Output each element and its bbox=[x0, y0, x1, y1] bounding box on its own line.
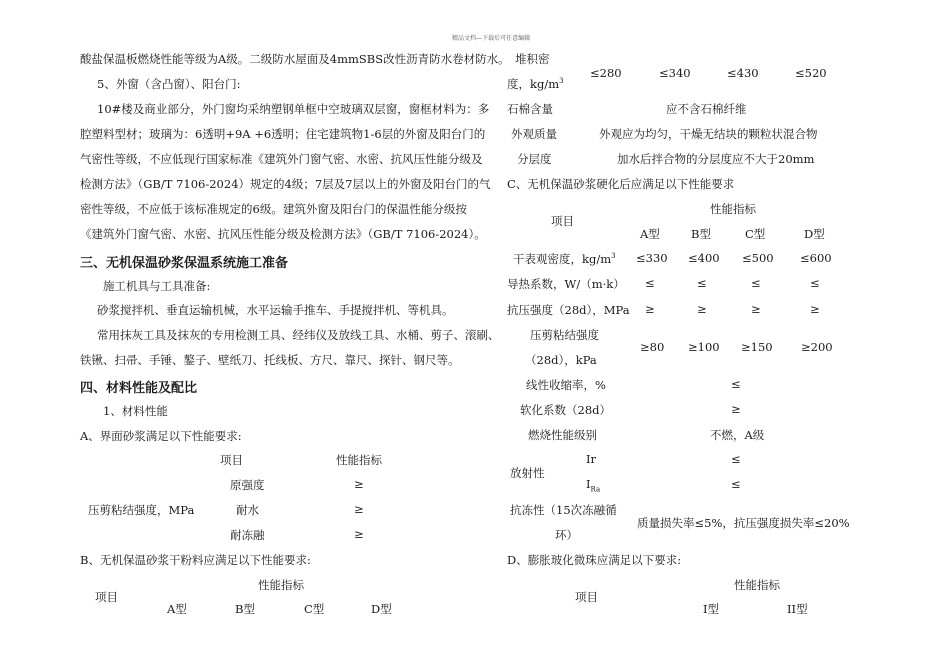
d-type-1: I型 bbox=[703, 602, 720, 616]
density-value: ≤520 bbox=[795, 66, 827, 80]
section-d-title: D、膨胀玻化微珠应满足以下要求: bbox=[507, 553, 682, 567]
stratification-label: 分层度 bbox=[517, 152, 552, 166]
b-type-a: A型 bbox=[167, 602, 187, 616]
c-conductivity-value: ≤ bbox=[810, 276, 820, 290]
density-superscript: 3 bbox=[559, 77, 564, 86]
c-radio-ira-text: I bbox=[586, 477, 591, 491]
stratification-value: 加水后拌合物的分层度应不大于20mm bbox=[617, 152, 815, 166]
paragraph-fire-rating: 酸盐保温板燃烧性能等级为A级。二级防水屋面及4mmSBS改性沥青防水卷材防水。 bbox=[80, 52, 510, 66]
paragraph-windows-line: 检测方法》（GB/T 7106-2024）规定的4级；7层及7层以上的外窗及阳台门的气 bbox=[80, 177, 491, 191]
a-table-header-item: 项目 bbox=[220, 453, 243, 467]
c-type-c: C型 bbox=[745, 227, 766, 241]
b-table-header-perf: 性能指标 bbox=[258, 578, 304, 592]
c-bond-label-unit: （28d），kPa bbox=[525, 353, 597, 367]
c-compressive-value: ≥ bbox=[751, 302, 761, 316]
c-radio-ira bbox=[586, 477, 600, 493]
c-freeze-label: 抗冻性（15次冻融循 bbox=[510, 503, 617, 517]
a-row-value: ≥ bbox=[354, 502, 364, 516]
c-radio-ir: Ir bbox=[586, 452, 597, 466]
paragraph-windows-line: 腔塑料型材；玻璃为：6透明+9A +6透明；住宅建筑物1-6层的外窗及阳台门的 bbox=[80, 127, 486, 141]
c-conductivity-value: ≤ bbox=[645, 276, 655, 290]
c-dry-density-label bbox=[513, 251, 616, 267]
c-dry-density-value: ≤400 bbox=[688, 251, 720, 265]
c-radio-ir-value: ≤ bbox=[731, 452, 741, 466]
b-table-header-item: 项目 bbox=[95, 590, 118, 604]
a-table-header-perf: 性能指标 bbox=[336, 453, 382, 467]
section-c-title: C、无机保温砂浆硬化后应满足以下性能要求 bbox=[507, 177, 735, 191]
asbestos-value: 应不含石棉纤维 bbox=[666, 102, 747, 116]
c-type-a: A型 bbox=[640, 227, 660, 241]
tools-title: 施工机具与工具准备: bbox=[103, 279, 211, 293]
c-radio-ira-subscript: Ra bbox=[590, 485, 601, 494]
c-dry-density-value: ≤600 bbox=[800, 251, 832, 265]
c-compressive-label: 抗压强度（28d），MPa bbox=[507, 303, 630, 317]
c-softening-label: 软化系数（28d） bbox=[520, 403, 611, 417]
c-conductivity-label: 导热系数，W/（m·k） bbox=[507, 277, 625, 291]
heading-material-performance: 四、材料性能及配比 bbox=[80, 381, 198, 396]
b-type-d: D型 bbox=[371, 602, 392, 616]
c-conductivity-value: ≤ bbox=[751, 276, 761, 290]
density-value: ≤280 bbox=[590, 66, 622, 80]
c-fire-value: 不燃，A级 bbox=[710, 428, 765, 442]
c-type-d: D型 bbox=[804, 227, 825, 241]
b-type-c: C型 bbox=[304, 602, 325, 616]
d-table-header-perf: 性能指标 bbox=[734, 578, 780, 592]
c-bond-value: ≥80 bbox=[640, 340, 665, 354]
c-dry-density-text: 干表观密度，kg/m bbox=[513, 252, 612, 266]
a-row-name: 原强度 bbox=[230, 478, 265, 492]
a-row-name: 耐水 bbox=[236, 503, 259, 517]
c-bond-label: 压剪粘结强度 bbox=[530, 328, 599, 342]
c-radioactivity-label: 放射性 bbox=[510, 466, 545, 480]
d-type-2: II型 bbox=[787, 602, 808, 616]
c-compressive-value: ≥ bbox=[645, 302, 655, 316]
d-table-header-item: 项目 bbox=[575, 590, 598, 604]
page-header: 精品文档---下载后可任意编辑 bbox=[452, 35, 531, 42]
density-value: ≤430 bbox=[727, 66, 759, 80]
subheading-material-performance: 1、材料性能 bbox=[103, 404, 168, 418]
c-bond-value: ≥200 bbox=[801, 340, 833, 354]
c-shrinkage-value: ≤ bbox=[731, 377, 741, 391]
paragraph-windows-line: 10#楼及商业部分，外门窗均采纳塑钢单框中空玻璃双层窗，窗框材料为：多 bbox=[97, 102, 490, 116]
c-conductivity-value: ≤ bbox=[697, 276, 707, 290]
c-fire-label: 燃烧性能级别 bbox=[528, 428, 597, 442]
paragraph-windows-line: 《建筑外门窗气密、水密、抗风压性能分级及检测方法》（GB/T 7106-2024）。 bbox=[80, 227, 486, 241]
tools-hand: 常用抹灰工具及抹灰的专用检测工具、经纬仪及放线工具、水桶、剪子、滚刷、 bbox=[97, 328, 500, 342]
density-label: 堆积密 bbox=[515, 52, 550, 66]
c-dry-density-value: ≤500 bbox=[742, 251, 774, 265]
density-value: ≤340 bbox=[659, 66, 691, 80]
c-bond-value: ≥150 bbox=[741, 340, 773, 354]
asbestos-label: 石棉含量 bbox=[507, 102, 553, 116]
section-b-title: B、无机保温砂浆干粉料应满足以下性能要求: bbox=[80, 553, 311, 567]
c-table-header-perf: 性能指标 bbox=[710, 202, 756, 216]
section-windows-title: 5、外窗（含凸窗）、阳台门: bbox=[97, 77, 241, 91]
tools-hand-cont: 铁锹、扫帚、手锤、鏊子、壁纸刀、托线板、方尺、靠尺、探针、钢尺等。 bbox=[80, 353, 460, 367]
tools-machines: 砂浆搅拌机、垂直运输机械，水平运输手推车、手提搅拌机、等机具。 bbox=[97, 303, 454, 317]
c-table-header-item: 项目 bbox=[551, 214, 574, 228]
paragraph-windows-line: 密性等级，不应低于该标准规定的6级。建筑外窗及阳台门的保温性能分级按 bbox=[80, 202, 467, 216]
density-label-unit bbox=[507, 76, 564, 92]
paragraph-windows-line: 气密性等级，不应低现行国家标准《建筑外门窗气密、水密、抗风压性能分级及 bbox=[80, 152, 483, 166]
c-type-b: B型 bbox=[691, 227, 711, 241]
appearance-value: 外观应为均匀，干燥无结块的颗粒状混合物 bbox=[599, 127, 818, 141]
heading-construction-prep: 三、无机保温砂浆保温系统施工准备 bbox=[80, 256, 289, 271]
section-a-title: A、界面砂浆满足以下性能要求: bbox=[80, 429, 242, 443]
a-row-name: 耐冻融 bbox=[230, 528, 265, 542]
c-shrinkage-label: 线性收缩率，% bbox=[526, 378, 606, 392]
c-freeze-label-cont: 环） bbox=[555, 528, 578, 542]
appearance-label: 外观质量 bbox=[511, 127, 557, 141]
c-bond-value: ≥100 bbox=[688, 340, 720, 354]
a-row-value: ≥ bbox=[354, 477, 364, 491]
c-softening-value: ≥ bbox=[731, 402, 741, 416]
a-group-label: 压剪粘结强度，MPa bbox=[88, 503, 195, 517]
c-compressive-value: ≥ bbox=[697, 302, 707, 316]
c-dry-density-superscript: 3 bbox=[611, 252, 616, 261]
a-row-value: ≥ bbox=[354, 527, 364, 541]
density-label-text: 度，kg/m bbox=[507, 77, 560, 91]
c-radio-ira-value: ≤ bbox=[731, 477, 741, 491]
b-type-b: B型 bbox=[235, 602, 255, 616]
c-compressive-value: ≥ bbox=[810, 302, 820, 316]
c-freeze-value: 质量损失率≤5%，抗压强度损失率≤20% bbox=[637, 516, 850, 530]
c-dry-density-value: ≤330 bbox=[636, 251, 668, 265]
